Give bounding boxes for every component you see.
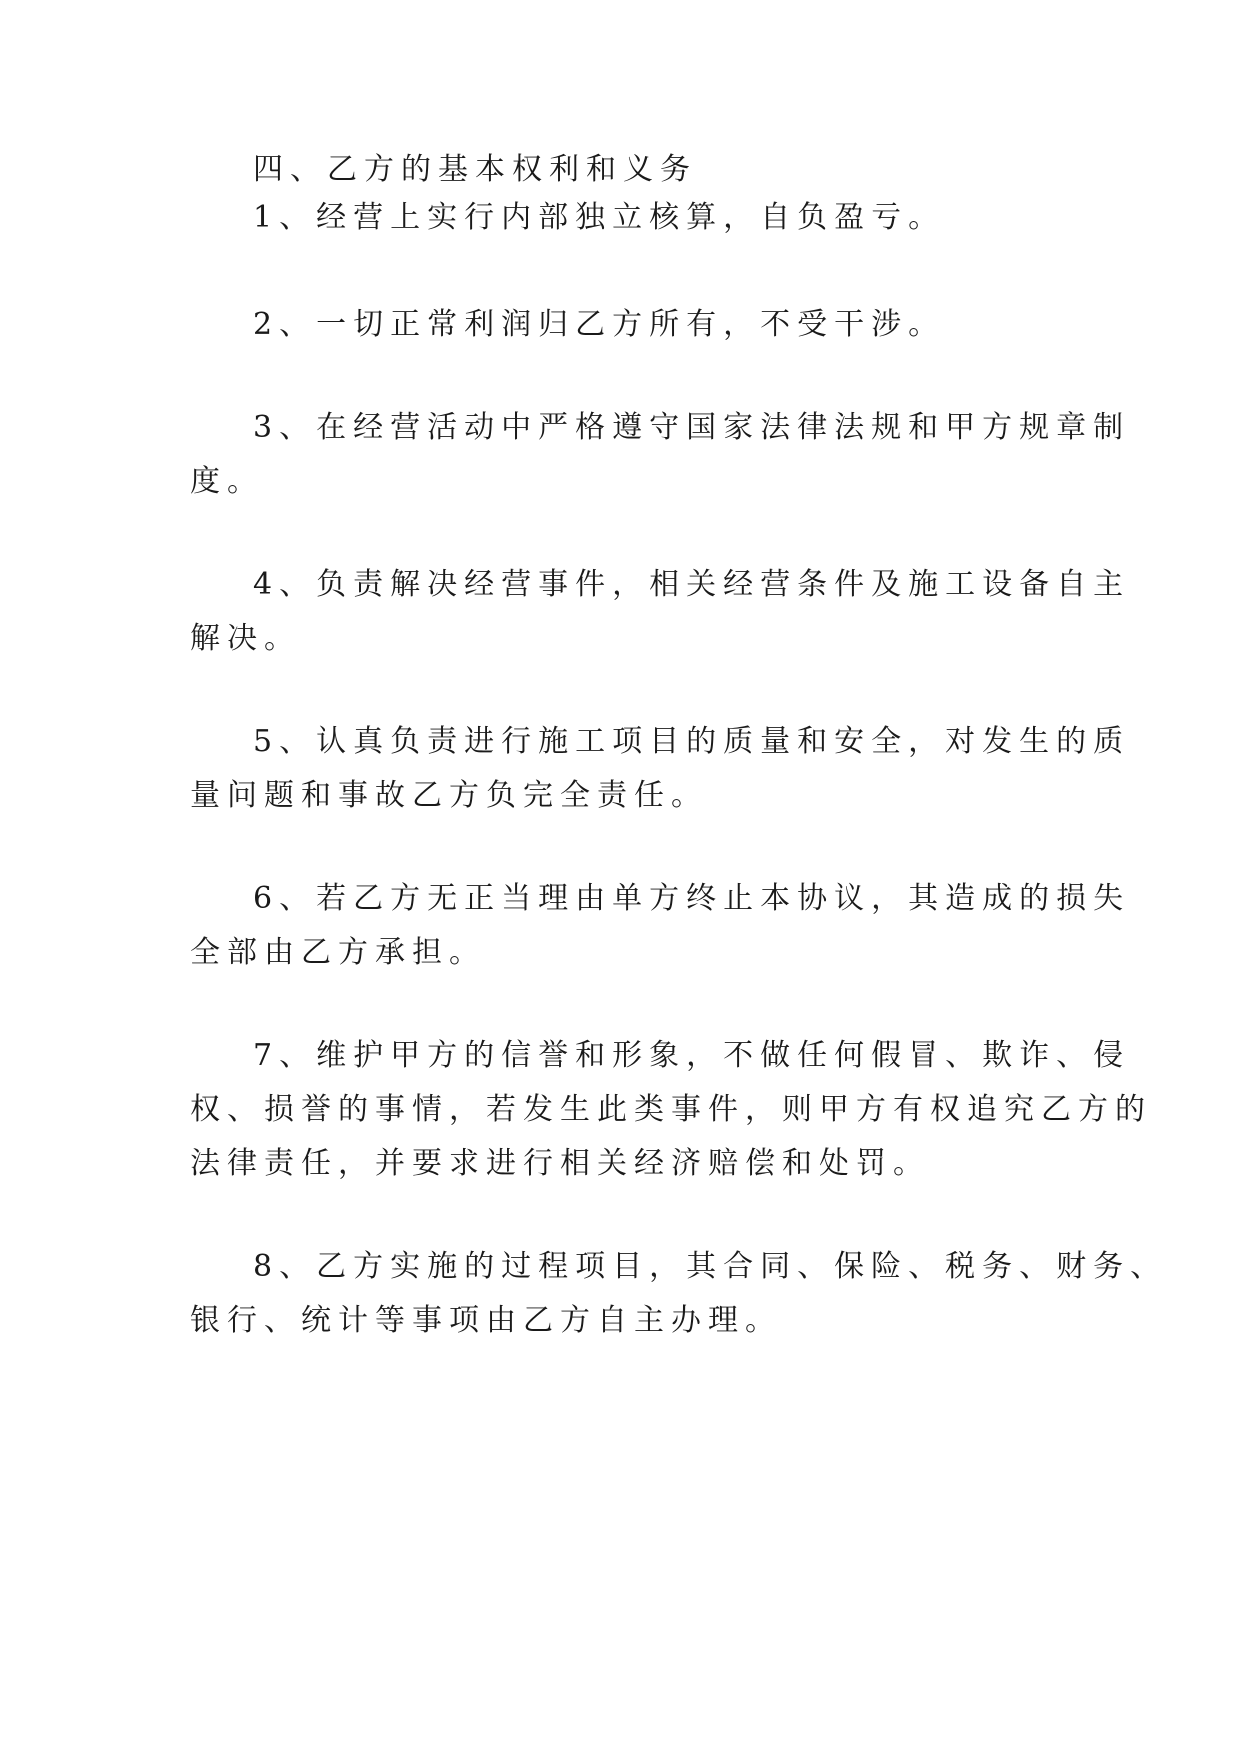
clause-4-line-1: 4、负责解决经营事件，相关经营条件及施工设备自主	[253, 567, 1131, 602]
clause-7-line-1: 7、维护甲方的信誉和形象，不做任何假冒、欺诈、侵	[253, 1038, 1131, 1073]
clause-8-line-1: 8、乙方实施的过程项目，其合同、保险、税务、财务、	[253, 1249, 1168, 1284]
clause-3-line-1: 3、在经营活动中严格遵守国家法律法规和甲方规章制	[253, 410, 1131, 445]
clause-2-line-1: 2、一切正常利润归乙方所有，不受干涉。	[253, 307, 946, 342]
clause-1-line-1: 1、经营上实行内部独立核算，自负盈亏。	[253, 200, 946, 235]
clause-7-line-2: 权、损誉的事情，若发生此类事件，则甲方有权追究乙方的	[190, 1092, 1152, 1127]
clause-6-line-1: 6、若乙方无正当理由单方终止本协议，其造成的损失	[253, 881, 1131, 916]
section-heading: 四、乙方的基本权利和义务	[253, 152, 697, 187]
clause-7-line-3: 法律责任，并要求进行相关经济赔偿和处罚。	[190, 1146, 930, 1181]
clause-6-line-2: 全部由乙方承担。	[190, 935, 486, 970]
clause-5-line-2: 量问题和事故乙方负完全责任。	[190, 778, 708, 813]
clause-8-line-2: 银行、统计等事项由乙方自主办理。	[190, 1303, 782, 1338]
clause-5-line-1: 5、认真负责进行施工项目的质量和安全，对发生的质	[253, 724, 1131, 759]
clause-3-line-2: 度。	[190, 464, 264, 499]
clause-4-line-2: 解决。	[190, 621, 301, 656]
